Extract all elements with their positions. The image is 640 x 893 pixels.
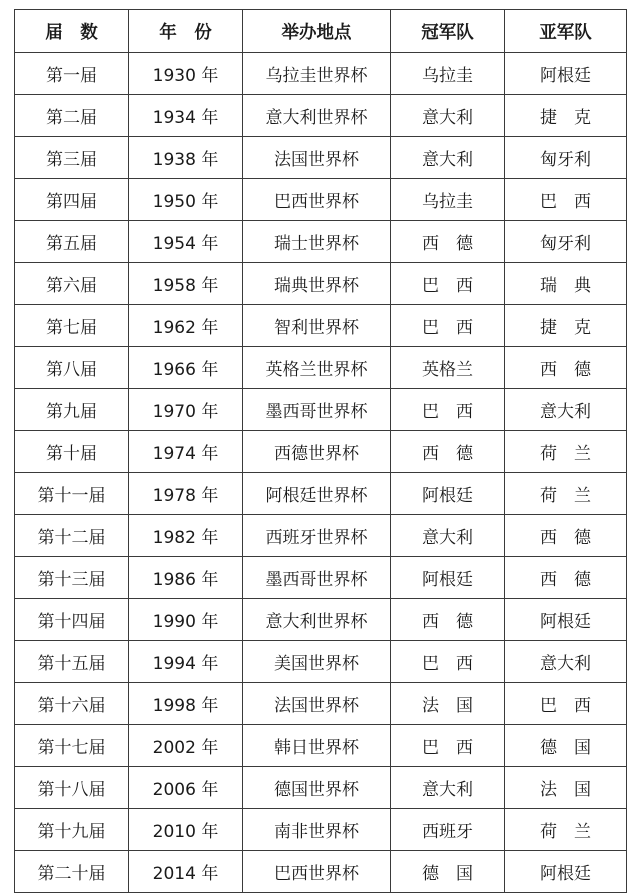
champion-cell: 阿根廷 (391, 473, 505, 515)
champion-cell: 法 国 (391, 683, 505, 725)
host-cell: 墨西哥世界杯 (243, 557, 391, 599)
edition-cell: 第十届 (15, 431, 129, 473)
host-cell: 巴西世界杯 (243, 179, 391, 221)
table-row (15, 95, 627, 137)
runner-up-cell: 荷 兰 (505, 809, 627, 851)
runner-up-cell: 意大利 (505, 641, 627, 683)
table-row (15, 305, 627, 347)
year-cell: 1990 年 (129, 599, 243, 641)
year-cell: 1966 年 (129, 347, 243, 389)
edition-cell: 第十三届 (15, 557, 129, 599)
host-cell: 法国世界杯 (243, 137, 391, 179)
table-row (15, 389, 627, 431)
header-host: 举办地点 (243, 10, 391, 53)
table-row (15, 53, 627, 95)
champion-cell: 巴 西 (391, 725, 505, 767)
champion-cell: 意大利 (391, 515, 505, 557)
edition-cell: 第十一届 (15, 473, 129, 515)
champion-cell: 巴 西 (391, 641, 505, 683)
year-cell: 2010 年 (129, 809, 243, 851)
table-header-row (15, 10, 627, 53)
edition-cell: 第二届 (15, 95, 129, 137)
runner-up-cell: 西 德 (505, 557, 627, 599)
table-row (15, 221, 627, 263)
runner-up-cell: 阿根廷 (505, 53, 627, 95)
year-cell: 1974 年 (129, 431, 243, 473)
champion-cell: 意大利 (391, 137, 505, 179)
host-cell: 西班牙世界杯 (243, 515, 391, 557)
year-cell: 1998 年 (129, 683, 243, 725)
runner-up-cell: 匈牙利 (505, 137, 627, 179)
edition-cell: 第九届 (15, 389, 129, 431)
host-cell: 瑞士世界杯 (243, 221, 391, 263)
table-row (15, 431, 627, 473)
champion-cell: 英格兰 (391, 347, 505, 389)
header-year: 年 份 (129, 10, 243, 53)
host-cell: 意大利世界杯 (243, 599, 391, 641)
champion-cell: 乌拉圭 (391, 179, 505, 221)
edition-cell: 第一届 (15, 53, 129, 95)
host-cell: 瑞典世界杯 (243, 263, 391, 305)
table-row (15, 347, 627, 389)
year-cell: 1970 年 (129, 389, 243, 431)
champion-cell: 巴 西 (391, 305, 505, 347)
host-cell: 阿根廷世界杯 (243, 473, 391, 515)
year-cell: 1978 年 (129, 473, 243, 515)
edition-cell: 第三届 (15, 137, 129, 179)
champion-cell: 西 德 (391, 431, 505, 473)
runner-up-cell: 阿根廷 (505, 599, 627, 641)
table-row (15, 179, 627, 221)
host-cell: 巴西世界杯 (243, 851, 391, 893)
host-cell: 法国世界杯 (243, 683, 391, 725)
host-cell: 南非世界杯 (243, 809, 391, 851)
header-edition: 届 数 (15, 10, 129, 53)
runner-up-cell: 荷 兰 (505, 473, 627, 515)
table-row (15, 137, 627, 179)
table-row (15, 641, 627, 683)
runner-up-cell: 巴 西 (505, 683, 627, 725)
host-cell: 乌拉圭世界杯 (243, 53, 391, 95)
champion-cell: 德 国 (391, 851, 505, 893)
edition-cell: 第十二届 (15, 515, 129, 557)
year-cell: 1934 年 (129, 95, 243, 137)
edition-cell: 第十九届 (15, 809, 129, 851)
edition-cell: 第十四届 (15, 599, 129, 641)
champion-cell: 巴 西 (391, 389, 505, 431)
world-cup-results-table (14, 9, 627, 893)
runner-up-cell: 匈牙利 (505, 221, 627, 263)
runner-up-cell: 荷 兰 (505, 431, 627, 473)
runner-up-cell: 法 国 (505, 767, 627, 809)
champion-cell: 乌拉圭 (391, 53, 505, 95)
table-row (15, 851, 627, 893)
year-cell: 1994 年 (129, 641, 243, 683)
edition-cell: 第十五届 (15, 641, 129, 683)
runner-up-cell: 捷 克 (505, 305, 627, 347)
champion-cell: 西 德 (391, 221, 505, 263)
edition-cell: 第二十届 (15, 851, 129, 893)
champion-cell: 西 德 (391, 599, 505, 641)
year-cell: 1930 年 (129, 53, 243, 95)
table-row (15, 557, 627, 599)
edition-cell: 第七届 (15, 305, 129, 347)
edition-cell: 第五届 (15, 221, 129, 263)
champion-cell: 意大利 (391, 95, 505, 137)
runner-up-cell: 巴 西 (505, 179, 627, 221)
runner-up-cell: 德 国 (505, 725, 627, 767)
header-runner-up: 亚军队 (505, 10, 627, 53)
host-cell: 美国世界杯 (243, 641, 391, 683)
edition-cell: 第四届 (15, 179, 129, 221)
runner-up-cell: 捷 克 (505, 95, 627, 137)
edition-cell: 第十六届 (15, 683, 129, 725)
host-cell: 韩日世界杯 (243, 725, 391, 767)
champion-cell: 巴 西 (391, 263, 505, 305)
runner-up-cell: 西 德 (505, 515, 627, 557)
host-cell: 德国世界杯 (243, 767, 391, 809)
champion-cell: 意大利 (391, 767, 505, 809)
runner-up-cell: 西 德 (505, 347, 627, 389)
table-row (15, 473, 627, 515)
year-cell: 2002 年 (129, 725, 243, 767)
edition-cell: 第八届 (15, 347, 129, 389)
table-row (15, 767, 627, 809)
edition-cell: 第六届 (15, 263, 129, 305)
year-cell: 1950 年 (129, 179, 243, 221)
header-champion: 冠军队 (391, 10, 505, 53)
edition-cell: 第十七届 (15, 725, 129, 767)
champion-cell: 阿根廷 (391, 557, 505, 599)
year-cell: 2014 年 (129, 851, 243, 893)
host-cell: 英格兰世界杯 (243, 347, 391, 389)
runner-up-cell: 瑞 典 (505, 263, 627, 305)
host-cell: 西德世界杯 (243, 431, 391, 473)
champion-cell: 西班牙 (391, 809, 505, 851)
table-row (15, 515, 627, 557)
year-cell: 2006 年 (129, 767, 243, 809)
year-cell: 1958 年 (129, 263, 243, 305)
year-cell: 1982 年 (129, 515, 243, 557)
runner-up-cell: 意大利 (505, 389, 627, 431)
year-cell: 1938 年 (129, 137, 243, 179)
year-cell: 1954 年 (129, 221, 243, 263)
runner-up-cell: 阿根廷 (505, 851, 627, 893)
edition-cell: 第十八届 (15, 767, 129, 809)
year-cell: 1962 年 (129, 305, 243, 347)
table-row (15, 599, 627, 641)
host-cell: 意大利世界杯 (243, 95, 391, 137)
year-cell: 1986 年 (129, 557, 243, 599)
table-row (15, 809, 627, 851)
table-row (15, 725, 627, 767)
table-row (15, 263, 627, 305)
table-row (15, 683, 627, 725)
host-cell: 墨西哥世界杯 (243, 389, 391, 431)
host-cell: 智利世界杯 (243, 305, 391, 347)
